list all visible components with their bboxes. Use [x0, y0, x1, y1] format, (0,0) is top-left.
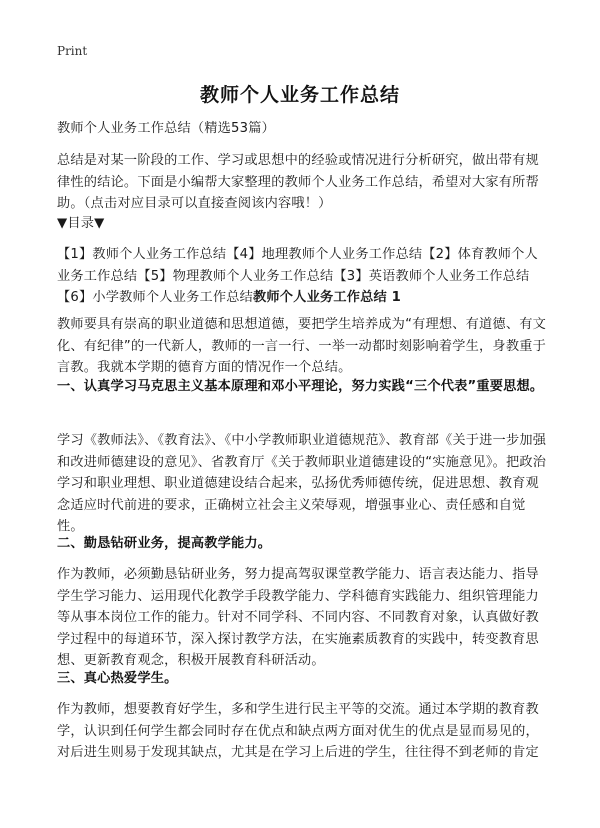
- section-heading-2: 二、勤恳钻研业务，提高教学能力。: [57, 536, 272, 551]
- subtitle: 教师个人业务工作总结（精选53篇）: [57, 121, 275, 136]
- table-of-contents[interactable]: [57, 244, 549, 309]
- toc-links[interactable]: 【1】教师个人业务工作总结【4】地理教师个人业务工作总结【2】体育教师个人业务工作总结【5】物理教师个人业务工作总结【3】英语教师个人业务工作总结【6】小学教师个人业务工作总结: [57, 247, 538, 305]
- paragraph-4: 作为教师，想要教育好学生，多和学生进行民主平等的交流。通过本学期的教育教学，认识到任何学生都会同时存在优点和缺点两方面对优生的优点是显而易见的，对后进生则易于发现其缺点，尤其是在学习上后进的学生，往往得不到老师的肯定: [57, 702, 539, 760]
- toc-section-title: 教师个人业务工作总结 1: [253, 290, 402, 305]
- paragraph-1: 教师要具有崇高的职业道德和思想道德，要把学生培养成为“有理想、有道德、有文化、有纪律”的一代新人，教师的一言一行、一举一动都时刻影响着学生，身教重于言教。我就本学期的德育方面的情况作一个总结。: [57, 317, 546, 375]
- toc-label: ▼目录▼: [57, 216, 105, 231]
- section-heading-3: 三、真心热爱学生。: [57, 671, 178, 686]
- paragraph-3: 作为教师，必须勤恳钻研业务，努力提高驾驭课堂教学能力、语言表达能力、指导学生学习能力、运用现代化教学手段教学能力、学科德育实践能力、组织管理能力等从事本岗位工作的能力。针对不同学科、不同内容、不同教育对象，认真做好教学过程中的每道环节，深入探讨教学方法，在实施素质教育的实践中，转变教育思想、更新教育观念，积极开展教育科研活动。: [57, 567, 539, 668]
- intro-paragraph: 总结是对某一阶段的工作、学习或思想中的经验或情况进行分析研究，做出带有规律性的结论。下面是小编帮大家整理的教师个人业务工作总结，希望对大家有所帮助。（点击对应目录可以直接查阅该内容哦！）: [57, 153, 539, 211]
- page-title: 教师个人业务工作总结: [199, 84, 400, 106]
- section-heading-1: 一、认真学习马克思主义基本原理和邓小平理论，努力实践“三个代表”重要思想。: [57, 379, 544, 394]
- print-link[interactable]: Print: [57, 44, 88, 58]
- paragraph-2: 学习《教师法》、《教育法》、《中小学教师职业道德规范》、教育部《关于进一步加强和改进师德建设的意见》、省教育厅《关于教师职业道德建设的“实施意见》。把政治学习和职业理想、职业道德建设结合起来，弘扬优秀师德传统，促进思想、教育观念适应时代前进的要求，正确树立社会主义荣辱观，增强事业心、责任感和自觉性。: [57, 433, 547, 534]
